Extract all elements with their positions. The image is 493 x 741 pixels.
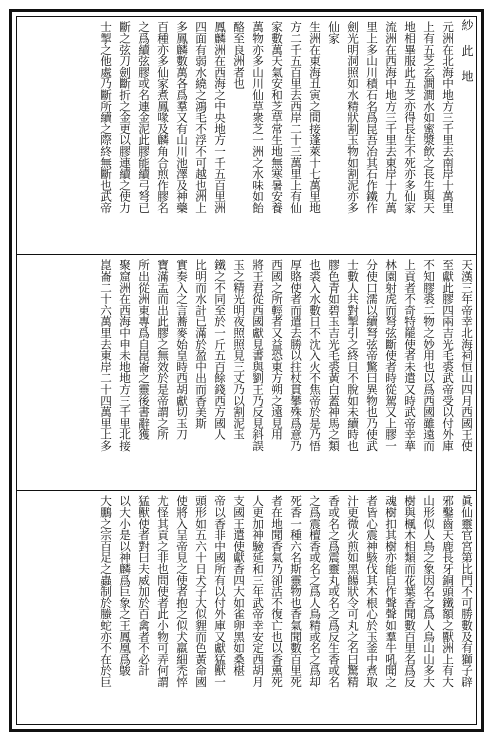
page-border	[9, 9, 484, 732]
middle-column: 西國之所輕者又益恐東方朔之遠見用	[270, 259, 284, 440]
top-column: 鳳麟洲在西海之中央地方一千五百里洲	[213, 21, 227, 214]
bottom-column: 汁更微火煎如黑餳狀令可丸之名曰驚精	[346, 495, 360, 688]
page-inner-border	[16, 16, 477, 725]
top-column: 四面有弱水繞之鴻毛不浮不可越也洲上	[194, 21, 208, 214]
middle-column: 分使口濡以續弩弦帝驚曰異物也乃使武	[365, 259, 379, 452]
bottom-column: 眞仙靈官宮第比門不可勝數及有獅子辟	[460, 495, 474, 688]
top-column: 方二千五百里去西岸二十三萬里上有仙	[289, 21, 303, 214]
bottom-column: 以大小是以神麟爲巨象之王鳳凰爲鵔	[118, 495, 132, 676]
top-column: 地相畢服此五芝亦得長生不死亦多仙家	[403, 21, 417, 214]
top-column: 之爲續弦膠或名連金泥此膠能續弓弩已	[137, 21, 151, 214]
top-column: 家數萬天氣安和芝草常生地無寒暑安養	[270, 21, 284, 214]
bottom-column: 香或名之爲震靈丸或名之爲反生香或名	[327, 495, 341, 688]
middle-column: 不知膠裘二物之妙用也以爲西國雖遠而	[422, 259, 436, 452]
bottom-column: 人更加神驗延和三年武帝幸安定西胡月	[251, 495, 265, 688]
bottom-column: 大鵬之宗百足之蟲制於螣蛇亦不在於巨	[99, 495, 113, 688]
middle-column: 所出從洲東專爲自崑崙之靈後書辭獲	[137, 259, 151, 440]
middle-column: 玉之精光明夜照照見三丈乃以割泥玉	[232, 259, 246, 440]
middle-column: 天漢三年帝幸北海祠恒山四月西國王使	[460, 259, 474, 452]
top-column: 劍光明洞照如水精狀割玉物如割泥亦多	[346, 21, 360, 214]
top-column: 萬物亦多山川仙草衆芝一洲之水味如飴	[251, 21, 265, 214]
middle-column: 林園射虎而弩弦斷使者時從駕又上膠一	[384, 259, 398, 452]
middle-column: 士數人共對掣引之終日不脫如未續時也	[346, 259, 360, 452]
middle-column: 將王君從西國獻見書與劉王乃反見斜誤	[251, 259, 265, 452]
top-column: 上有五芝玄澗澗水如蜜漿飲之長生與天	[422, 21, 436, 214]
middle-column: 聚窟洲在西海中申未地地方三千里北接	[118, 259, 132, 452]
middle-column: 厚賂使者而遣去勝以拄杖貫攀殊爲意乃	[289, 259, 303, 452]
bottom-column: 尤怪其貢之非也問使者此小物可弄何謂	[156, 495, 170, 688]
bottom-column: 魂樹扣其樹亦能自作聲聲如羣牛吼聞之	[384, 495, 398, 688]
top-column: 流洲在西海中地方三千里去東岸十九萬	[384, 21, 398, 214]
top-column: 元洲在北海中地方三千里去南岸十萬里	[441, 21, 455, 214]
top-column: 酪至良洲者也	[232, 21, 246, 89]
top-column: 里上多山川積石名爲昆吾冶其石作鐵作	[365, 21, 379, 214]
middle-column: 至獻此膠四兩吉光毛裘武帝受以付外庫	[441, 259, 455, 452]
top-column: 斷之弦刀劍斷折之金更以膠連續之使力	[118, 21, 132, 214]
bottom-column: 邪鑿齒天鹿長牙銅頭鐵額之獸洲上有大	[441, 495, 455, 688]
top-column: 生洲在東海丑寅之間接蓬萊十七萬里地	[308, 21, 322, 214]
middle-column: 比明而水計已滿於盈中出而香美斯	[194, 259, 208, 429]
bottom-column: 死香一種六名斯靈物也香氣聞數百里死	[289, 495, 303, 688]
top-column: 百種亦多仙家煮鳳喙及麟角合煎作膠名	[156, 21, 170, 214]
bottom-column: 頭形如五六十日犬子大似貍而色黃命國	[194, 495, 208, 688]
top-column: 多鳳麟數萬各爲羣又有山川池澤及神藥	[175, 21, 189, 214]
bottom-column: 樹與楓木相類而花葉香聞數百里名爲反	[403, 495, 417, 688]
bottom-column: 之爲震檀香或名之爲人鳥精或名之爲却	[308, 495, 322, 688]
text-band-top	[17, 17, 476, 255]
top-column: 紗 此 地	[460, 19, 474, 82]
bottom-column: 使將入呈帝見之使者抱之似犬羸細禿悴	[175, 495, 189, 688]
middle-column: 也裘入水數日不沈入火不焦帝於是乃悟	[308, 259, 322, 452]
middle-column: 鐵之不同至於一斤五百餘錢西方國人	[213, 259, 227, 440]
middle-column: 寶滿盂而出此膠之無效於是帝謂之所	[156, 259, 170, 440]
text-band-bottom	[17, 491, 476, 730]
bottom-column: 者在地聞香氣乃卻活不復亡也以香熏死	[270, 495, 284, 688]
top-column: 仙家	[327, 21, 341, 44]
bottom-column: 者皆心震神駭伐其木根心於玉釜中煮取	[365, 495, 379, 688]
bottom-column: 猛獸使者對曰夫威加於百禽者不必計	[137, 495, 151, 676]
middle-column: 實奏入之言蕎麥始皇時西胡獻切玉刀	[175, 259, 189, 440]
top-column: 士掣之他處乃斷所續之際終無斷也武帝	[99, 21, 113, 214]
bottom-column: 山形似人鳥之象因名之爲人鳥山山多大	[422, 495, 436, 688]
bottom-column: 支國王遣使獻香四大如雀卵黑如桑椹	[232, 495, 246, 676]
middle-column: 上貢者不奇特罷使者未遣又時武帝幸華	[403, 259, 417, 452]
text-band-middle	[17, 255, 476, 491]
middle-column: 膠色青如碧玉吉光毛裘黃白蓋神馬之類	[327, 259, 341, 452]
middle-column: 崑崙二十六萬里去東岸二十四萬里上多	[99, 259, 113, 452]
bottom-column: 帝以香非中國所有以付外庫又獻猛獸一	[213, 495, 227, 688]
